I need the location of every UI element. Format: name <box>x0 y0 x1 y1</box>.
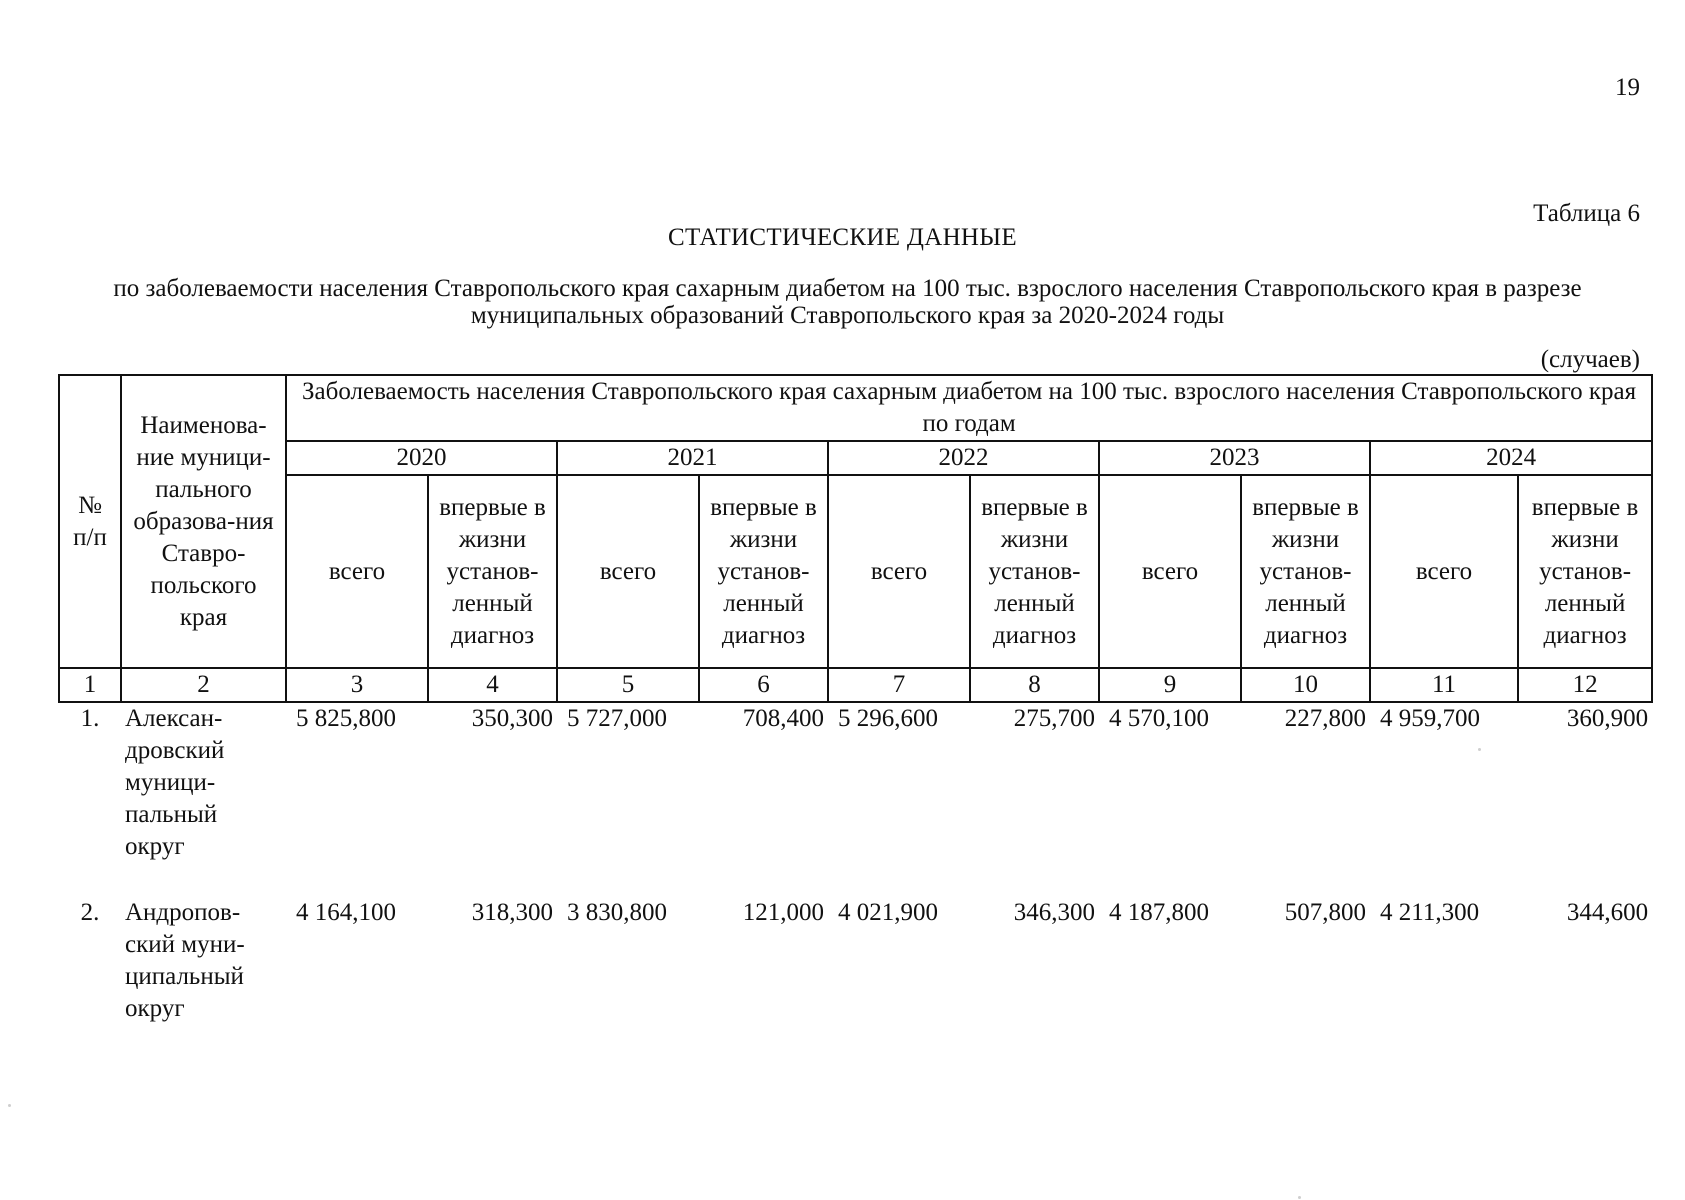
statistics-table <box>58 374 1653 1047</box>
value-total-2022: 5 296,600 <box>838 705 938 732</box>
scan-speck <box>1478 748 1481 751</box>
header-sub-new: впервые в жизни установ-ленный диагноз <box>699 475 828 668</box>
header-col-number: № п/п <box>59 375 121 668</box>
value-total-2021: 5 727,000 <box>567 705 667 732</box>
municipality-name: Алексан-дровский муници-пальный округ <box>125 705 225 860</box>
value-new-2021: 708,400 <box>742 705 824 732</box>
header-year: 2024 <box>1370 441 1652 475</box>
column-index: 6 <box>699 668 828 702</box>
value-new-2020: 318,300 <box>471 899 553 926</box>
value-total-2023: 4 570,100 <box>1109 705 1209 732</box>
table-row <box>59 702 1652 891</box>
value-total-2020: 4 164,100 <box>296 899 396 926</box>
header-sub-total: всего <box>1370 475 1518 668</box>
value-new-2023: 227,800 <box>1284 705 1366 732</box>
header-year: 2023 <box>1099 441 1370 475</box>
column-index: 2 <box>121 668 286 702</box>
document-title: СТАТИСТИЧЕСКИЕ ДАННЫЕ <box>668 224 1017 251</box>
row-number: 1. <box>80 705 100 732</box>
value-new-2022: 275,700 <box>1013 705 1095 732</box>
value-new-2022: 346,300 <box>1013 899 1095 926</box>
header-col-municipality: Наименова-ние муници-пального образова-ния Ставро-польского края <box>121 375 286 668</box>
column-index: 8 <box>970 668 1099 702</box>
page-number: 19 <box>1615 74 1640 101</box>
column-index: 10 <box>1241 668 1370 702</box>
column-index: 1 <box>59 668 121 702</box>
header-sub-new: впервые в жизни установ-ленный диагноз <box>428 475 557 668</box>
municipality-name: Андропов-ский муни-ципальный округ <box>125 899 245 1022</box>
header-year: 2022 <box>828 441 1099 475</box>
header-sub-new: впервые в жизни установ-ленный диагноз <box>970 475 1099 668</box>
column-index: 11 <box>1370 668 1518 702</box>
header-sub-new: впервые в жизни установ-ленный диагноз <box>1518 475 1652 668</box>
document-subtitle: по заболеваемости населения Ставропольского края сахарным диабетом на 100 тыс. взрослого населения Ставропольского края в разрезе муниципальных образований Ставропольского края за 2020-2024 годы <box>113 275 1582 329</box>
header-year: 2021 <box>557 441 828 475</box>
column-index: 5 <box>557 668 699 702</box>
header-sub-new: впервые в жизни установ-ленный диагноз <box>1241 475 1370 668</box>
header-sub-total: всего <box>1099 475 1241 668</box>
header-sub-total: всего <box>557 475 699 668</box>
column-index: 3 <box>286 668 428 702</box>
header-group-incidence: Заболеваемость населения Ставропольского края сахарным диабетом на 100 тыс. взрослого населения Ставропольского края по годам <box>286 375 1652 441</box>
scan-speck <box>1298 1196 1301 1199</box>
value-new-2024: 344,600 <box>1566 899 1649 926</box>
scan-speck <box>8 1104 11 1107</box>
value-total-2022: 4 021,900 <box>838 899 938 926</box>
column-index: 7 <box>828 668 970 702</box>
value-total-2023: 4 187,800 <box>1109 899 1209 926</box>
value-total-2024: 4 959,700 <box>1380 705 1480 732</box>
value-new-2023: 507,800 <box>1284 899 1366 926</box>
unit-note: (случаев) <box>1540 346 1640 373</box>
value-total-2024: 4 211,300 <box>1380 899 1480 926</box>
value-new-2024: 360,900 <box>1566 705 1649 732</box>
value-new-2020: 350,300 <box>471 705 553 732</box>
column-index: 12 <box>1518 668 1652 702</box>
header-sub-total: всего <box>828 475 970 668</box>
table-label: Таблица 6 <box>1533 200 1640 227</box>
value-total-2020: 5 825,800 <box>296 705 396 732</box>
table-row <box>59 891 1652 1047</box>
column-index: 9 <box>1099 668 1241 702</box>
row-number: 2. <box>80 899 100 926</box>
value-new-2021: 121,000 <box>742 899 824 926</box>
header-sub-total: всего <box>286 475 428 668</box>
column-index: 4 <box>428 668 557 702</box>
header-year: 2020 <box>286 441 557 475</box>
value-total-2021: 3 830,800 <box>567 899 667 926</box>
